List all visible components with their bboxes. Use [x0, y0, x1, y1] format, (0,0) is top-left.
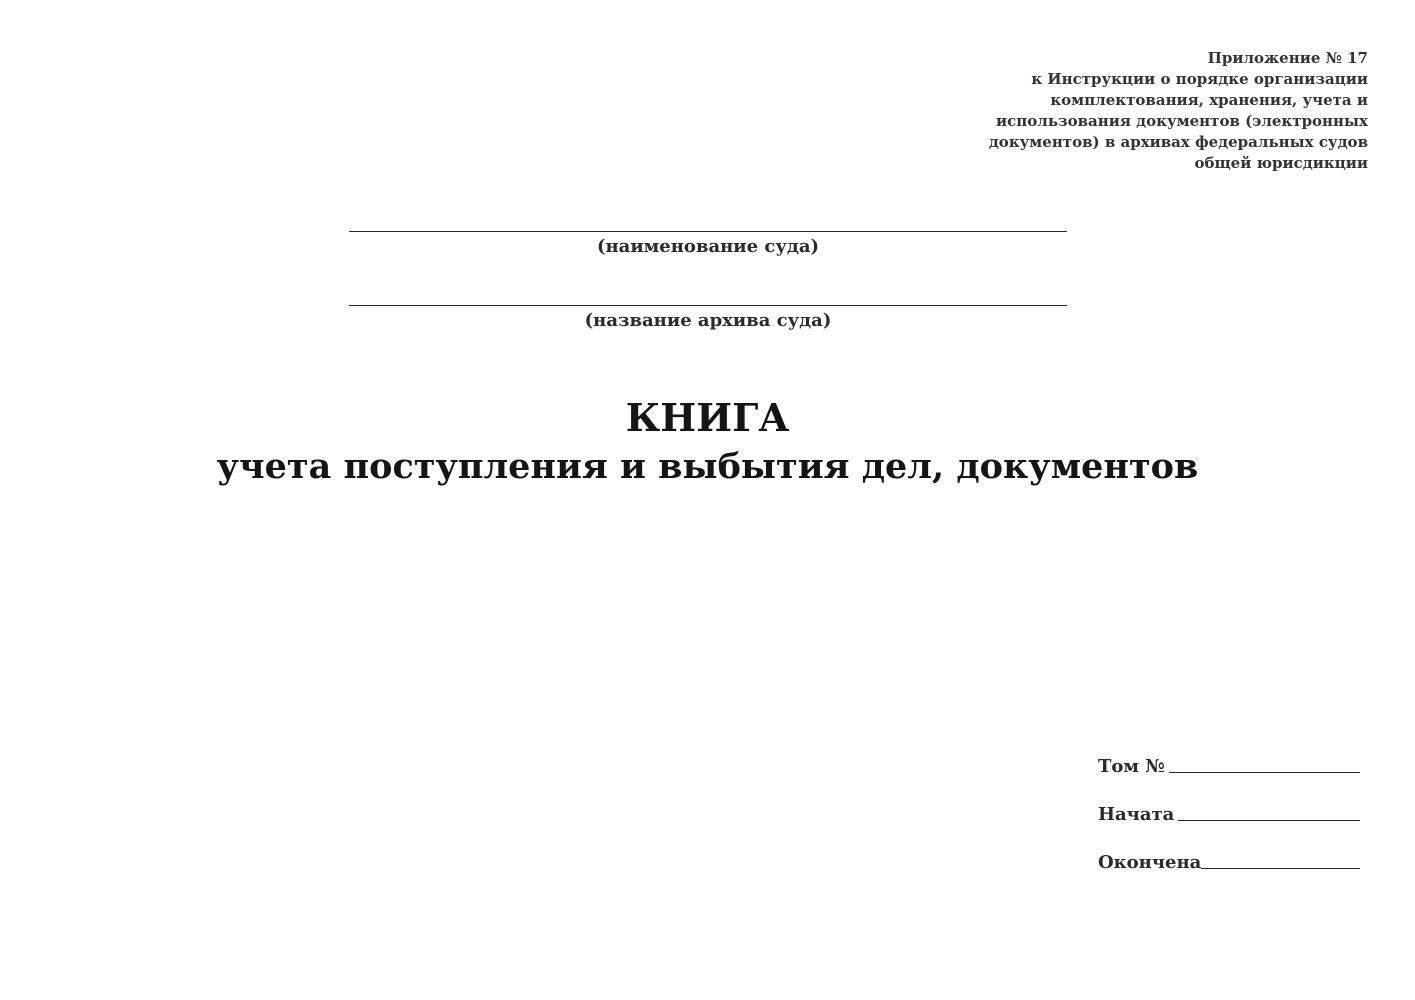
archive-name-line[interactable]: [349, 305, 1067, 306]
court-name-caption: (наименование суда): [596, 236, 820, 257]
finished-blank-line[interactable]: [1201, 868, 1360, 869]
started-blank-line[interactable]: [1178, 820, 1360, 821]
appendix-line: комплектования, хранения, учета и: [1050, 91, 1368, 109]
archive-name-caption: (название архива суда): [584, 310, 832, 331]
archive-name-field: [349, 305, 1067, 331]
started-field: [1098, 804, 1360, 825]
book-title: КНИГА: [625, 395, 790, 440]
finished-field: [1098, 852, 1360, 873]
appendix-line: документов) в архивах федеральных судов: [988, 133, 1368, 151]
appendix-line: Приложение № 17: [1207, 49, 1368, 67]
appendix-line: к Инструкции о порядке организации: [1031, 70, 1368, 88]
court-name-line[interactable]: [349, 231, 1067, 232]
appendix-line: использования документов (электронных: [996, 112, 1368, 130]
volume-blank-line[interactable]: [1169, 772, 1360, 773]
finished-label: Окончена: [1098, 852, 1202, 873]
volume-label: Том №: [1098, 756, 1165, 777]
appendix-note: [988, 48, 1368, 174]
book-subtitle: учета поступления и выбытия дел, документов: [216, 446, 1199, 487]
started-label: Начата: [1098, 804, 1175, 825]
appendix-line: общей юрисдикции: [1194, 154, 1368, 172]
volume-field: [1098, 756, 1360, 777]
court-name-field: [349, 231, 1067, 257]
